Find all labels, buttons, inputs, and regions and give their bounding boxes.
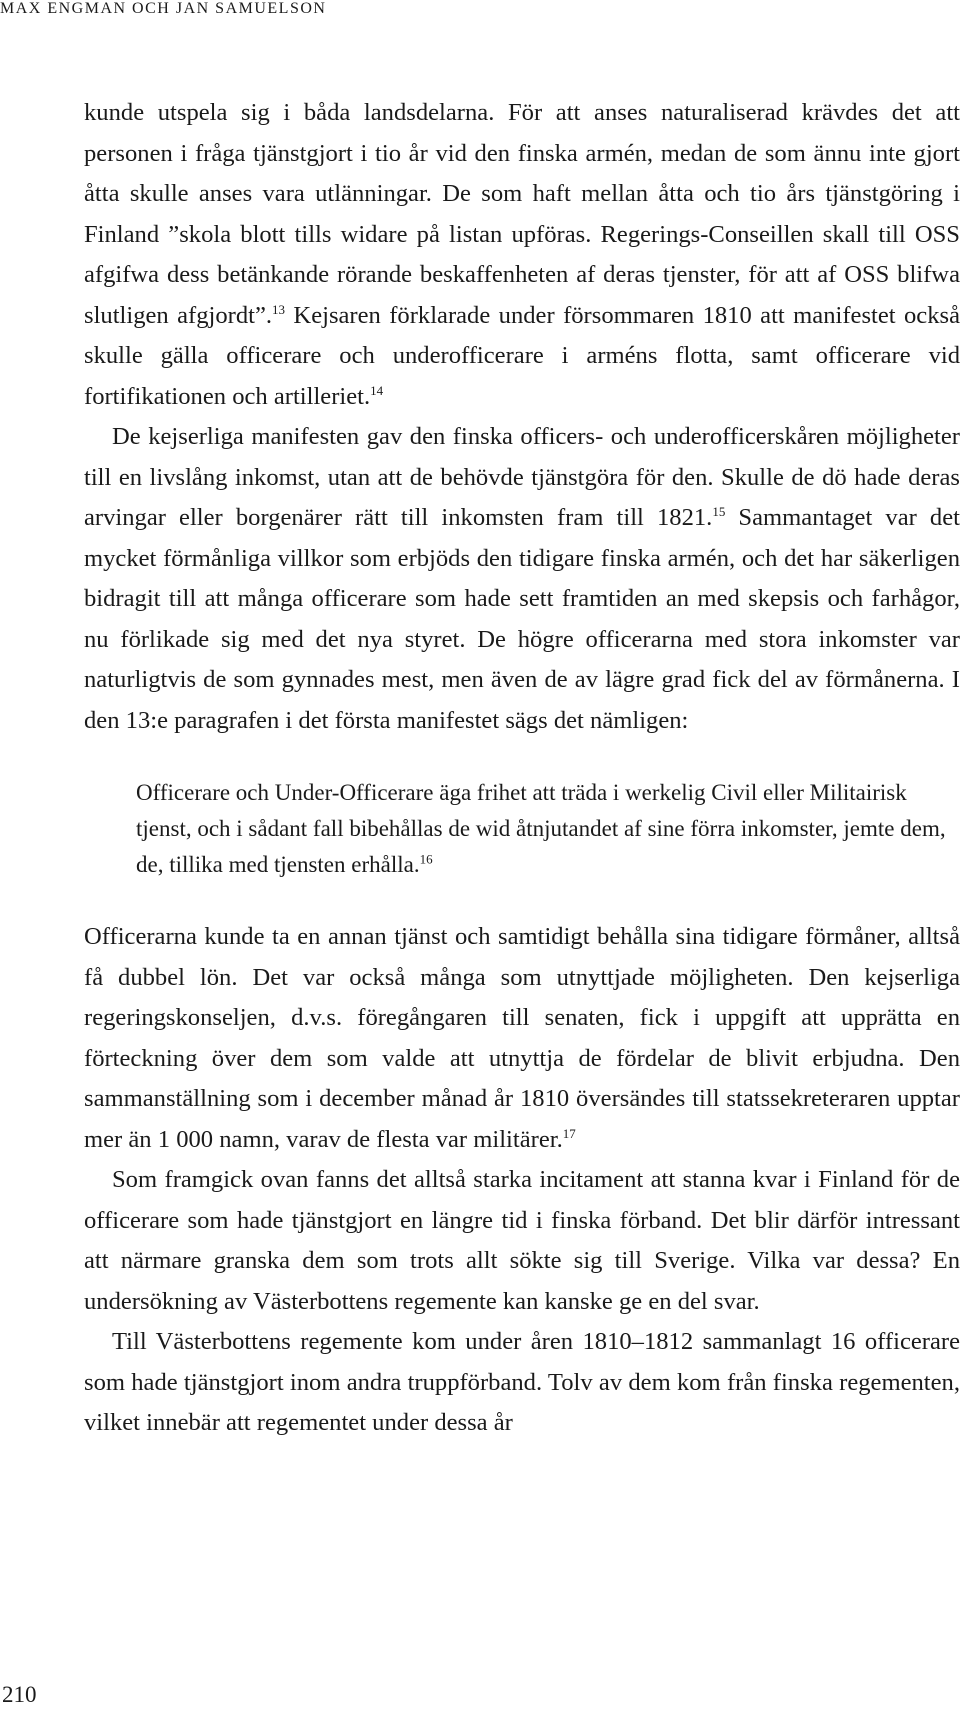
footnote-ref[interactable]: 14 bbox=[370, 382, 384, 398]
paragraph bbox=[84, 1160, 960, 1322]
block-quote bbox=[136, 775, 960, 883]
text-run: Officerarna kunde ta en annan tjänst och samtidigt behålla sina tidigare förmåner, alltså få dubbel lön. Det var också många som utnyttjade möjligheten. Den kejserliga regeringskonseljen, d.v.s. föregångaren till senaten, fick i uppgift att upprätta en förteckning över dem som valde att utnyttja de fördelar de blivit erbjudna. Den sammanställning som i december månad år 1810 översändes till statssekreteraren upptar mer än 1 000 namn, varav de flesta var militärer. bbox=[84, 923, 960, 1153]
page-body bbox=[84, 93, 960, 1444]
paragraph bbox=[84, 93, 960, 417]
text-run: Officerare och Under-Officerare äga frihet att träda i werkelig Civil eller Militairisk tjenst, och i sådant fall bibehållas de wid åtnjutandet af sine förra inkomster, jemte dem, de, tillika med tjensten erhålla. bbox=[136, 780, 946, 877]
text-run: kunde utspela sig i båda landsdelarna. För att anses naturaliserad krävdes det att personen i fråga tjänstgjort i tio år vid den finska armén, medan de som ännu inte gjort åtta skulle anses vara utlänningar. De som haft mellan åtta och tio års tjänstgöring i Finland ”skola blott tills widare på listan upföras. Regerings-Conseillen skall till OSS afgifwa dess betänkande rörande beskaffenheten af deras tjenster, för att af OSS blifwa slutligen afgjordt”. bbox=[84, 99, 960, 329]
footnote-ref[interactable]: 16 bbox=[419, 851, 433, 867]
text-run: Sammantaget var det mycket förmånliga villkor som erbjöds den tidigare finska armén, och det har säkerligen bidragit till att många officerare som hade sett framtiden an med skepsis och farhågor, nu förlikade sig med det nya styret. De högre officerarna med stora inkomster var naturligtvis de som gynnades mest, men även de av lägre grad fick del av förmånerna. I den 13:e paragrafen i det första manifestet sägs det nämligen: bbox=[84, 504, 960, 734]
text-run: Som framgick ovan fanns det alltså starka incitament att stanna kvar i Finland för de officerare som hade tjänstgjort en längre tid i finska förband. Det blir därför intressant att närmare granska dem som trots allt sökte sig till Sverige. Vilka var dessa? En undersökning av Västerbottens regemente kan kanske ge en del svar. bbox=[84, 1166, 960, 1315]
text-run: Kejsaren förklarade under försommaren 1810 att manifestet också skulle gälla officerare och underofficerare i arméns flotta, samt officerare vid fortifikationen och artilleriet. bbox=[84, 301, 960, 410]
footnote-ref[interactable]: 15 bbox=[712, 503, 726, 519]
paragraph bbox=[84, 1322, 960, 1444]
text-run: Till Västerbottens regemente kom under åren 1810–1812 sammanlagt 16 officerare som hade tjänstgjort inom andra truppförband. Tolv av dem kom från finska regementen, vilket innebär att regementet under dessa år bbox=[84, 1328, 960, 1436]
running-head: MAX ENGMAN OCH JAN SAMUELSON bbox=[0, 0, 327, 17]
text-run: De kejserliga manifesten gav den finska officers- och underofficerskåren möjligheter till en livslång inkomst, utan att de behövde tjänstgöra för den. Skulle de dö hade deras arvingar eller borgenärer rätt till inkomsten fram till 1821. bbox=[84, 423, 960, 531]
paragraph bbox=[84, 917, 960, 1160]
paragraph bbox=[84, 417, 960, 741]
footnote-ref[interactable]: 13 bbox=[272, 301, 286, 317]
page-number: 210 bbox=[2, 1682, 37, 1707]
footnote-ref[interactable]: 17 bbox=[562, 1125, 576, 1141]
